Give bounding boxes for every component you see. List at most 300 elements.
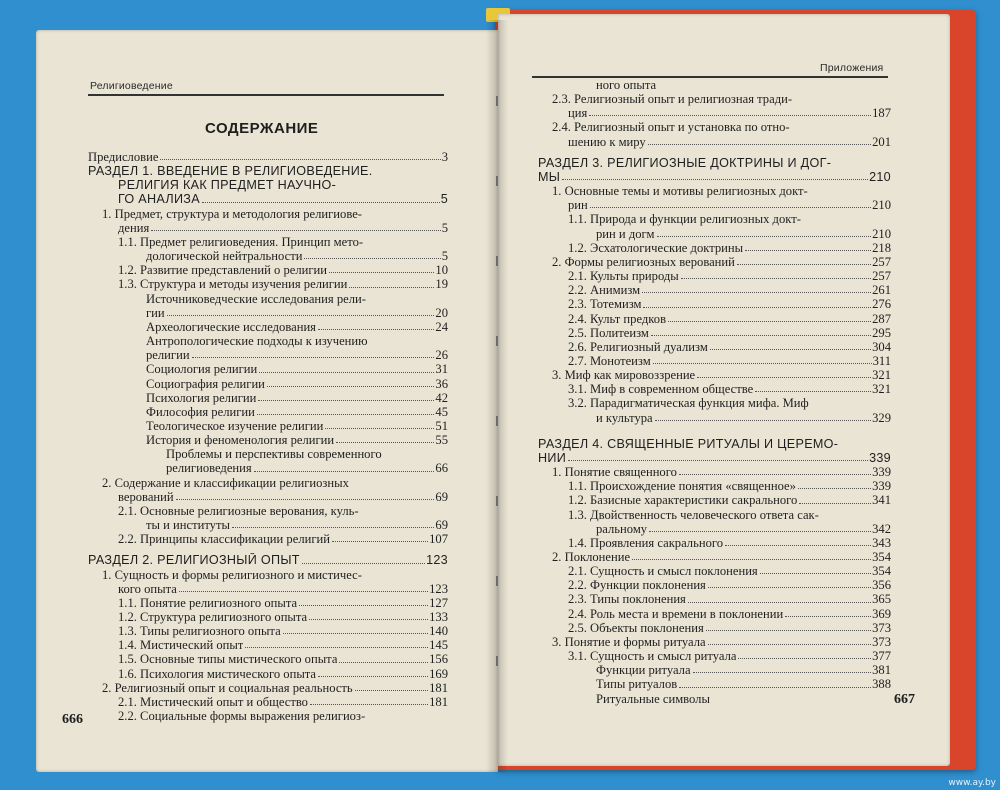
- toc-entry-title: шению к миру: [568, 134, 646, 149]
- left-running-head: Религиоведение: [90, 80, 173, 92]
- toc-leader-dots: [232, 518, 434, 528]
- right-toc-list: [538, 78, 891, 706]
- toc-entry: [88, 164, 448, 178]
- toc-entry-page: 10: [435, 263, 448, 278]
- toc-leader-dots: [179, 582, 428, 592]
- toc-entry-title: 2. Формы религиозных верований: [552, 254, 735, 269]
- toc-entry-page: 311: [872, 353, 891, 368]
- toc-entry-title: 2.1. Мистический опыт и общество: [118, 694, 308, 709]
- toc-entry-page: 140: [429, 624, 448, 639]
- toc-entry-title: 2. Религиозный опыт и социальная реальность: [102, 680, 353, 695]
- right-page-number: 667: [894, 692, 915, 707]
- toc-entry-page: 339: [872, 479, 891, 494]
- toc-entry-page: 24: [435, 319, 448, 334]
- toc-entry-title: 3.1. Сущность и смысл ритуала: [568, 649, 737, 664]
- toc-leader-dots: [712, 692, 890, 702]
- toc-leader-dots: [785, 607, 871, 617]
- toc-entry-page: 339: [869, 450, 891, 465]
- toc-entry-title: 3. Понятие и формы ритуала: [552, 634, 706, 649]
- toc-entry-page: 123: [429, 581, 448, 596]
- toc-leader-dots: [351, 476, 447, 486]
- toc-entry-page: 127: [429, 595, 448, 610]
- toc-entry-page: 133: [429, 610, 448, 624]
- toc-entry-title: религиоведения: [166, 461, 252, 476]
- toc-entry-title: 2.3. Типы поклонения: [568, 592, 686, 607]
- toc-entry-page: 210: [872, 198, 891, 213]
- toc-leader-dots: [299, 596, 428, 606]
- toc-entry: [88, 490, 448, 504]
- toc-entry: [88, 695, 448, 709]
- toc-entry-title: дологической нейтральности: [146, 249, 303, 264]
- toc-entry-title: религии: [146, 348, 190, 363]
- toc-entry-page: 181: [429, 680, 448, 695]
- toc-entry-title: 1. Основные темы и мотивы религиозных докт-: [552, 184, 808, 199]
- toc-entry-page: 66: [435, 461, 448, 476]
- toc-entry-title: Ритуальные символы: [596, 691, 710, 706]
- toc-entry: [538, 368, 891, 382]
- toc-entry: [538, 635, 891, 649]
- toc-leader-dots: [355, 681, 428, 691]
- toc-entry: [538, 493, 891, 507]
- toc-entry-title: МЫ: [538, 169, 561, 184]
- toc-entry-title: 2.4. Роль места и времени в поклонении: [568, 606, 784, 621]
- toc-entry-page: 210: [869, 169, 891, 184]
- toc-leader-dots: [309, 610, 428, 620]
- toc-leader-dots: [167, 306, 435, 316]
- toc-entry-title: 1.3. Структура и методы изучения религии: [118, 277, 348, 292]
- toc-entry-page: 329: [872, 410, 891, 425]
- toc-entry: [88, 709, 448, 723]
- toc-leader-dots: [821, 508, 890, 518]
- toc-entry: [538, 297, 891, 311]
- toc-entry: [538, 592, 891, 606]
- toc-entry: [88, 292, 448, 306]
- toc-entry-title: Антропологические подходы к изучению: [146, 334, 368, 349]
- toc-entry-page: 69: [435, 518, 448, 533]
- toc-entry-title: 2.3. Тотемизм: [568, 297, 642, 312]
- toc-entry: [88, 178, 448, 192]
- binding-stitch: [496, 176, 498, 186]
- toc-entry: [88, 207, 448, 221]
- toc-entry: [538, 212, 891, 226]
- toc-entry-page: 42: [435, 390, 448, 405]
- binding-stitch: [496, 416, 498, 426]
- toc-leader-dots: [160, 150, 440, 160]
- toc-leader-dots: [375, 164, 447, 174]
- toc-entry-title: 1.2. Структура религиозного опыта: [118, 610, 308, 624]
- toc-entry-title: 1.4. Мистический опыт: [118, 638, 244, 653]
- toc-entry: [88, 334, 448, 348]
- toc-entry: [538, 522, 891, 536]
- toc-leader-dots: [267, 377, 434, 387]
- toc-entry: [88, 192, 448, 206]
- toc-leader-dots: [708, 635, 872, 645]
- toc-entry-title: Типы ритуалов: [596, 677, 678, 692]
- toc-entry-page: 257: [872, 254, 891, 269]
- toc-entry-title: 2.2. Социальные формы выражения религиоз-: [118, 709, 366, 724]
- toc-entry-title: 2.2. Анимизм: [568, 283, 641, 298]
- toc-entry-title: ГО АНАЛИЗА: [118, 192, 200, 207]
- toc-entry-page: 261: [872, 283, 891, 298]
- toc-entry-page: 373: [872, 620, 891, 635]
- toc-entry-title: верований: [118, 489, 174, 504]
- binding-stitch: [496, 336, 498, 346]
- toc-entry-page: 373: [872, 634, 891, 649]
- toc-entry: [88, 263, 448, 277]
- toc-entry-title: 2.2. Принципы классификации религий: [118, 532, 330, 547]
- toc-entry-title: Проблемы и перспективы современного: [166, 447, 382, 462]
- toc-entry-title: 1.1. Природа и функции религиозных докт-: [568, 212, 801, 227]
- toc-leader-dots: [794, 92, 890, 102]
- toc-entry: [538, 269, 891, 283]
- toc-entry: [88, 419, 448, 433]
- toc-entry: [538, 312, 891, 326]
- toc-leader-dots: [384, 447, 447, 457]
- toc-leader-dots: [245, 638, 428, 648]
- toc-entry: [538, 451, 891, 465]
- toc-entry: [88, 235, 448, 249]
- toc-entry: [538, 227, 891, 241]
- toc-leader-dots: [679, 465, 871, 475]
- toc-leader-dots: [632, 550, 871, 560]
- toc-entry: [88, 348, 448, 362]
- toc-entry: [88, 391, 448, 405]
- toc-entry: [88, 150, 448, 164]
- toc-entry-title: 1.2. Базисные характеристики сакрального: [568, 493, 798, 508]
- toc-entry-page: 257: [872, 269, 891, 284]
- toc-entry-page: 3: [441, 150, 448, 164]
- toc-leader-dots: [658, 78, 890, 88]
- toc-entry: [88, 277, 448, 291]
- toc-entry-title: 3. Миф как мировоззрение: [552, 368, 696, 383]
- toc-entry-title: История и феноменология религии: [146, 433, 335, 448]
- toc-leader-dots: [679, 677, 871, 687]
- toc-leader-dots: [590, 198, 871, 208]
- toc-entry-page: 20: [435, 305, 448, 320]
- toc-entry-page: 156: [429, 652, 448, 667]
- left-toc-list: [88, 150, 448, 723]
- toc-entry-page: 51: [435, 418, 448, 433]
- toc-entry: [538, 170, 891, 184]
- toc-leader-dots: [318, 320, 434, 330]
- toc-entry-page: 321: [872, 368, 891, 383]
- toc-entry-title: ральному: [596, 521, 648, 536]
- toc-leader-dots: [318, 667, 428, 677]
- toc-entry-page: 381: [872, 663, 891, 678]
- toc-leader-dots: [653, 354, 872, 364]
- toc-leader-dots: [738, 649, 871, 659]
- toc-entry: [88, 476, 448, 490]
- toc-leader-dots: [810, 184, 890, 194]
- toc-leader-dots: [257, 405, 435, 415]
- toc-leader-dots: [657, 227, 872, 237]
- toc-entry-page: 339: [872, 465, 891, 480]
- toc-entry: [538, 92, 891, 106]
- toc-entry-title: кого опыта: [118, 581, 177, 596]
- toc-entry: [88, 377, 448, 391]
- toc-entry-title: 2.7. Монотеизм: [568, 353, 651, 368]
- toc-entry-page: 287: [872, 311, 891, 326]
- toc-leader-dots: [840, 437, 890, 447]
- toc-entry-title: 2.1. Основные религиозные верования, куль-: [118, 503, 359, 518]
- toc-entry-page: 321: [872, 382, 891, 397]
- toc-entry-title: 1.4. Проявления сакрального: [568, 535, 724, 550]
- toc-entry: [88, 553, 448, 567]
- toc-entry: [88, 638, 448, 652]
- toc-entry-title: 1.2. Развитие представлений о религии: [118, 263, 328, 278]
- toc-entry: [538, 156, 891, 170]
- toc-entry-page: 304: [872, 339, 891, 354]
- toc-entry: [88, 532, 448, 546]
- toc-entry-title: 1.1. Происхождение понятия «священное»: [568, 479, 796, 494]
- toc-entry: [538, 382, 891, 396]
- toc-entry-page: 295: [872, 325, 891, 340]
- toc-leader-dots: [368, 292, 447, 302]
- toc-entry: [88, 362, 448, 376]
- toc-entry-title: Психология религии: [146, 390, 257, 405]
- toc-entry: [88, 568, 448, 582]
- toc-entry-title: 1. Предмет, структура и методология религиове-: [102, 206, 362, 221]
- toc-leader-dots: [325, 419, 434, 429]
- toc-entry-page: 210: [872, 226, 891, 241]
- toc-entry: [538, 692, 891, 706]
- toc-entry: [538, 135, 891, 149]
- toc-leader-dots: [745, 241, 871, 251]
- toc-entry: [88, 249, 448, 263]
- toc-entry: [538, 479, 891, 493]
- toc-entry-page: 26: [435, 348, 448, 363]
- toc-leader-dots: [725, 536, 871, 546]
- toc-entry-page: 377: [872, 649, 891, 664]
- toc-entry-title: 2.1. Культы природы: [568, 269, 679, 284]
- toc-entry: [88, 221, 448, 235]
- toc-leader-dots: [254, 461, 435, 471]
- toc-leader-dots: [655, 411, 871, 421]
- toc-entry-page: 5: [441, 249, 448, 264]
- toc-entry-title: НИИ: [538, 450, 567, 465]
- toc-leader-dots: [259, 362, 434, 372]
- toc-entry-title: 2.1. Сущность и смысл поклонения: [568, 564, 758, 579]
- toc-entry-title: рин: [568, 198, 588, 213]
- toc-entry-title: гии: [146, 305, 165, 320]
- toc-entry: [538, 283, 891, 297]
- toc-entry-page: 356: [872, 578, 891, 593]
- toc-entry-page: 181: [429, 694, 448, 709]
- toc-entry-title: РАЗДЕЛ 3. РЕЛИГИОЗНЫЕ ДОКТРИНЫ И ДОГ-: [538, 155, 832, 170]
- toc-entry-page: 218: [872, 240, 891, 255]
- toc-leader-dots: [151, 221, 440, 231]
- toc-entry: [88, 461, 448, 475]
- toc-entry: [88, 447, 448, 461]
- toc-entry-page: 36: [435, 376, 448, 391]
- toc-entry-page: 354: [872, 550, 891, 564]
- toc-leader-dots: [258, 391, 434, 401]
- toc-entry: [538, 578, 891, 592]
- toc-leader-dots: [336, 433, 434, 443]
- toc-entry: [88, 652, 448, 666]
- toc-entry-title: Археологические исследования: [146, 319, 316, 334]
- toc-leader-dots: [693, 663, 872, 673]
- watermark: www.ay.by: [948, 778, 996, 788]
- toc-leader-dots: [706, 621, 871, 631]
- toc-entry: [88, 624, 448, 638]
- toc-entry: [88, 681, 448, 695]
- toc-entry-title: ция: [568, 106, 588, 121]
- toc-entry-page: 341: [872, 493, 891, 508]
- toc-entry-title: 2.5. Объекты поклонения: [568, 620, 704, 635]
- toc-entry-title: рин и догм: [596, 226, 655, 241]
- toc-entry: [538, 198, 891, 212]
- toc-leader-dots: [176, 490, 435, 500]
- toc-entry-title: Источниковедческие исследования рели-: [146, 291, 366, 306]
- toc-entry: [538, 78, 891, 92]
- toc-entry-title: Социография религии: [146, 376, 265, 391]
- toc-entry-title: 1. Понятие священного: [552, 465, 677, 480]
- toc-entry: [538, 663, 891, 677]
- toc-entry-title: 3.1. Миф в современном обществе: [568, 382, 754, 397]
- toc-leader-dots: [811, 396, 890, 406]
- toc-leader-dots: [370, 334, 447, 344]
- toc-entry-title: РАЗДЕЛ 4. СВЯЩЕННЫЕ РИТУАЛЫ И ЦЕРЕМО-: [538, 436, 839, 451]
- toc-entry-title: 1. Сущность и формы религиозного и мистичес-: [102, 567, 362, 582]
- toc-entry-title: 2.5. Политеизм: [568, 325, 649, 340]
- toc-entry: [88, 320, 448, 334]
- right-running-head: Приложения: [820, 62, 884, 74]
- toc-entry: [538, 564, 891, 578]
- toc-entry-title: 1.5. Основные типы мистического опыта: [118, 652, 338, 667]
- toc-leader-dots: [332, 532, 428, 542]
- toc-leader-dots: [339, 652, 428, 662]
- toc-entry-page: 276: [872, 297, 891, 312]
- toc-leader-dots: [365, 235, 447, 245]
- toc-entry-title: 1.2. Эсхатологические доктрины: [568, 240, 744, 255]
- toc-entry-title: 2.4. Культ предков: [568, 311, 667, 326]
- toc-entry: [88, 582, 448, 596]
- toc-leader-dots: [329, 263, 434, 273]
- toc-entry-title: 2.4. Религиозный опыт и установка по отно-: [552, 120, 790, 135]
- toc-entry: [88, 518, 448, 532]
- toc-entry: [538, 649, 891, 663]
- toc-leader-dots: [668, 312, 871, 322]
- toc-entry-title: 3.2. Парадигматическая функция мифа. Миф: [568, 396, 809, 411]
- toc-leader-dots: [367, 709, 447, 719]
- binding-stitch: [496, 656, 498, 666]
- toc-entry: [538, 255, 891, 269]
- toc-entry-page: 5: [440, 192, 448, 207]
- toc-leader-dots: [302, 553, 425, 563]
- toc-leader-dots: [562, 170, 868, 180]
- toc-entry: [538, 326, 891, 340]
- toc-entry-title: 1.3. Двойственность человеческого ответа сак-: [568, 507, 819, 522]
- toc-leader-dots: [798, 479, 871, 489]
- toc-entry: [88, 504, 448, 518]
- toc-entry-page: 69: [435, 489, 448, 504]
- toc-leader-dots: [649, 522, 871, 532]
- toc-entry-page: 31: [435, 362, 448, 377]
- toc-entry-page: 187: [872, 106, 891, 121]
- toc-leader-dots: [681, 269, 871, 279]
- toc-leader-dots: [349, 277, 434, 287]
- toc-leader-dots: [304, 249, 440, 259]
- toc-entry-title: Социология религии: [146, 362, 258, 377]
- toc-entry: [538, 550, 891, 564]
- toc-entry: [538, 241, 891, 255]
- toc-entry-page: 55: [435, 433, 448, 448]
- toc-entry-title: ного опыта: [596, 78, 657, 92]
- binding-stitch: [496, 576, 498, 586]
- toc-entry-title: 1.1. Понятие религиозного опыта: [118, 595, 298, 610]
- toc-entry-title: 2. Содержание и классификации религиозных: [102, 475, 349, 490]
- toc-entry-page: 201: [872, 134, 891, 149]
- toc-entry: [538, 536, 891, 550]
- toc-entry-title: РЕЛИГИЯ КАК ПРЕДМЕТ НАУЧНО-: [118, 178, 337, 193]
- toc-leader-dots: [833, 156, 890, 166]
- toc-entry-title: Предисловие: [88, 150, 159, 164]
- toc-entry-title: РАЗДЕЛ 1. ВВЕДЕНИЕ В РЕЛИГИОВЕДЕНИЕ.: [88, 164, 373, 179]
- toc-entry-title: 1.3. Типы религиозного опыта: [118, 624, 281, 639]
- toc-leader-dots: [792, 120, 890, 130]
- toc-leader-dots: [688, 592, 871, 602]
- toc-entry-title: РАЗДЕЛ 2. РЕЛИГИОЗНЫЙ ОПЫТ: [88, 553, 300, 568]
- toc-entry-page: 343: [872, 535, 891, 550]
- toc-leader-dots: [283, 624, 428, 634]
- binding-stitch: [496, 256, 498, 266]
- toc-entry-title: 2.3. Религиозный опыт и религиозная тради-: [552, 92, 793, 107]
- toc-entry-page: 388: [872, 677, 891, 692]
- toc-entry: [538, 508, 891, 522]
- toc-entry: [538, 340, 891, 354]
- toc-leader-dots: [643, 297, 871, 307]
- toc-leader-dots: [364, 568, 447, 578]
- toc-entry: [538, 677, 891, 691]
- toc-leader-dots: [760, 564, 871, 574]
- toc-leader-dots: [192, 348, 435, 358]
- toc-entry: [538, 607, 891, 621]
- toc-entry: [538, 184, 891, 198]
- toc-leader-dots: [338, 178, 447, 188]
- toc-entry: [88, 306, 448, 320]
- toc-leader-dots: [803, 212, 890, 222]
- toc-leader-dots: [737, 255, 871, 265]
- toc-leader-dots: [642, 283, 871, 293]
- toc-leader-dots: [648, 135, 871, 145]
- toc-entry-page: 169: [429, 666, 448, 681]
- toc-leader-dots: [651, 326, 871, 336]
- toc-entry-title: Философия религии: [146, 404, 255, 419]
- toc-entry-page: 145: [429, 638, 448, 653]
- toc-leader-dots: [589, 106, 871, 116]
- toc-entry: [88, 667, 448, 681]
- toc-entry-title: дения: [118, 220, 150, 235]
- toc-entry-page: 107: [429, 532, 448, 547]
- toc-entry: [88, 433, 448, 447]
- toc-entry-page: 5: [441, 220, 448, 235]
- toc-leader-dots: [202, 192, 440, 202]
- toc-entry-page: 123: [426, 553, 448, 568]
- toc-entry-title: ты и институты: [146, 518, 230, 533]
- toc-entry-title: 1.1. Предмет религиоведения. Принцип мето-: [118, 234, 364, 249]
- toc-entry: [538, 411, 891, 425]
- toc-leader-dots: [708, 578, 871, 588]
- toc-entry-page: 365: [872, 592, 891, 607]
- toc-leader-dots: [361, 504, 447, 514]
- toc-leader-dots: [697, 368, 871, 378]
- toc-entry: [538, 465, 891, 479]
- toc-entry-title: 2.6. Религиозный дуализм: [568, 339, 708, 354]
- toc-entry-page: 19: [435, 277, 448, 292]
- toc-entry: [538, 120, 891, 134]
- toc-leader-dots: [755, 382, 871, 392]
